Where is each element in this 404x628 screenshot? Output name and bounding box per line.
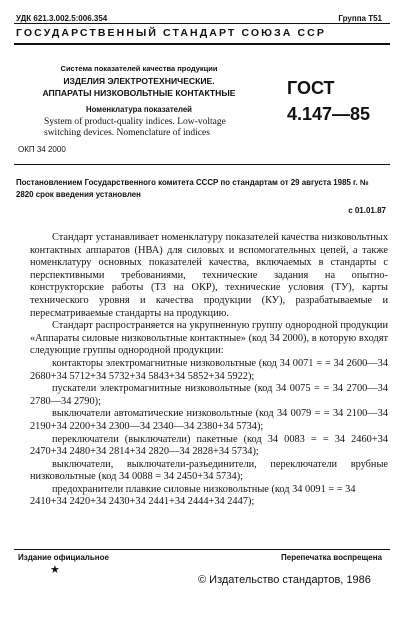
effective-date: с 01.01.87 (348, 206, 386, 215)
english-title-line1: System of product-quality indices. Low-voltage (44, 117, 226, 127)
english-title-line2: switching devices. Nomenclature of indices (44, 128, 210, 138)
title-block-rule (14, 164, 390, 165)
gost-label: ГОСТ (287, 78, 335, 98)
list-item-starters: пускатели электромагнитные низковольтные (код 34 0075 = = 34 2700—34 2780—34 2790); (30, 383, 388, 407)
list-item-contactors: контакторы электромагнитные низковольтные (код 34 0071 = = 34 2600—34 2680+34 5712+34 5732+34 5843+34 5852+34 5922); (30, 357, 388, 382)
document-title-line1: ИЗДЕЛИЯ ЭЛЕКТРОТЕХНИЧЕСКИЕ. (63, 76, 215, 86)
list-item-packet-switches: переключатели (выключатели) пакетные (код 34 0083 = = 34 2460+34 2470+34 2480+34 2814+34 2820—34 2828+34 5734); (30, 433, 388, 458)
paragraph-applicability: Стандарт распространяется на укрупненную группу однородной продукции «Аппараты силовые низковольтные контактные» (код 34 2000), в которую входят следующие группы однородной продукции: (30, 320, 388, 357)
system-name: Система показателей качества продукции (60, 64, 218, 73)
header-rule (14, 43, 390, 45)
copyright-notice: © Издательство стандартов, 1986 (198, 574, 371, 586)
top-rule (14, 23, 390, 24)
list-item-fuses: предохранители плавкие силовые низковольтные (код 34 0091 = = 34 2410+34 2420+34 2430+34 2441+34 2444+34 2447); (30, 483, 356, 508)
english-title (44, 117, 264, 139)
document-subtitle: Номенклатура показателей (86, 105, 192, 114)
star-icon: ★ (50, 564, 60, 576)
gost-number: 4.147—85 (287, 104, 371, 124)
edition-note: Издание официальное (18, 553, 109, 562)
standard-title: ГОСУДАРСТВЕННЫЙ СТАНДАРТ СОЮЗА ССР (16, 27, 326, 39)
list-item-knife-switches: выключатели, выключатели-разъединители, переключатели врубные низковольтные (код 34 0088 = 34 2450+34 5734); (30, 458, 388, 483)
reprint-note: Перепечатка воспрещена (281, 553, 382, 562)
okp-code: ОКП 34 2000 (18, 145, 66, 154)
udk-code: УДК 621.3.002.5:006.354 (16, 14, 108, 23)
body-text (30, 232, 388, 509)
paragraph-scope: Стандарт устанавливает номенклатуру показателей качества низковольтных контактных аппаратов (НВА) для силовых и вспомогательных цепей, а также номенклатуру основных показателей качества, включаемых в стандарты с перспективными требованиями, технические задания на опытно-конструкторские работы (ТЗ на ОКР), технические условия (ТУ), карты технического уровня и качества продукции (КУ), разрабатываемые и пересматриваемые стандарты на продукцию. (30, 232, 388, 319)
group-code: Группа Т51 (338, 14, 382, 23)
footer-rule (14, 549, 390, 550)
list-item-circuit-breakers: выключатели автоматические низковольтные (код 34 0079 = = 34 2100—34 2190+34 2200+34 2300—34 2340—34 2380+34 5734); (30, 408, 388, 432)
decree-text: Постановлением Государственного комитета СССР по стандартам от 29 августа 1985 г. № 2820 срок введения установлен (16, 178, 369, 199)
document-title-line2: АППАРАТЫ НИЗКОВОЛЬТНЫЕ КОНТАКТНЫЕ (42, 88, 236, 98)
